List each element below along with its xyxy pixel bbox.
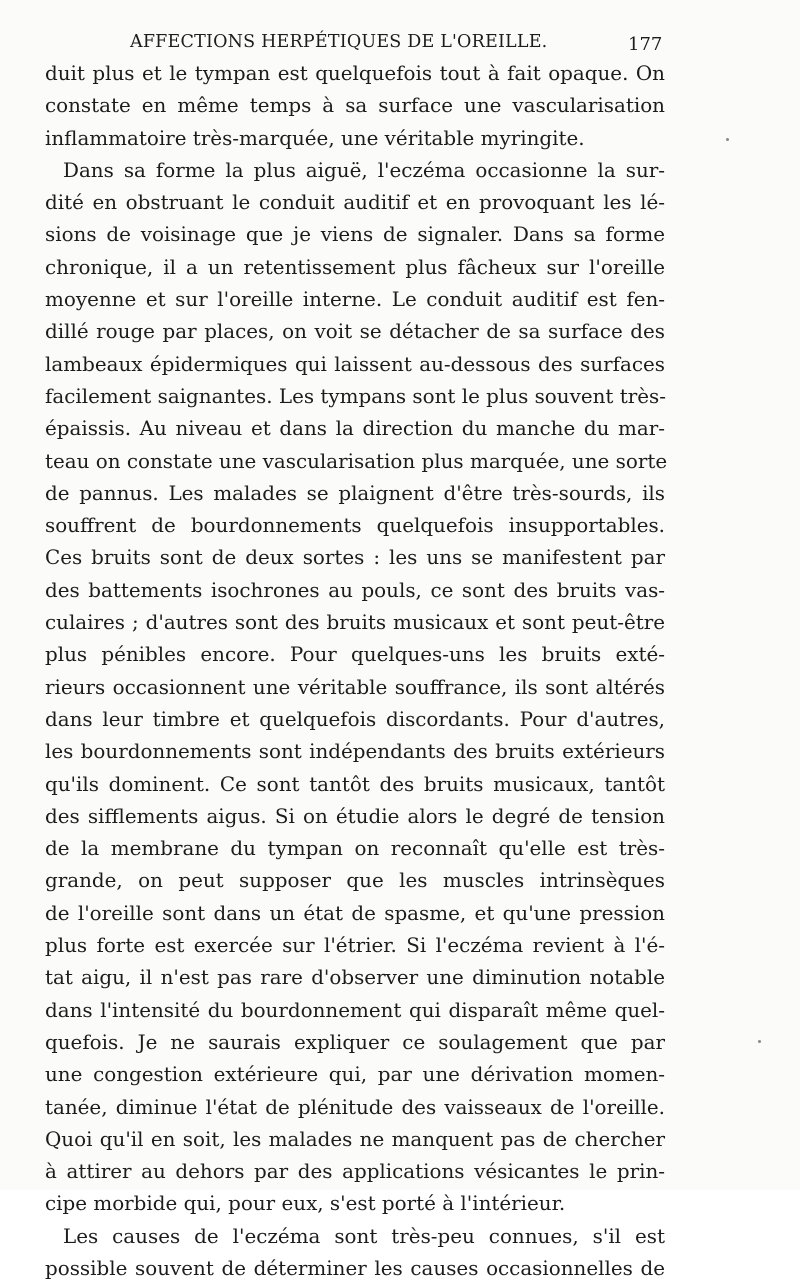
text-line: moyenne et sur l'oreille interne. Le conduit auditif est fen- — [45, 288, 665, 312]
text-line: dans l'intensité du bourdonnement qui disparaît même quel- — [45, 998, 665, 1022]
text-line: de la membrane du tympan on reconnaît qu'elle est très- — [45, 837, 665, 861]
text-line: teau on constate une vascularisation plus marquée, une sorte — [45, 449, 668, 473]
text-line: de l'oreille sont dans un état de spasme, et qu'une pression — [45, 901, 665, 925]
text-line: plus forte est exercée sur l'étrier. Si l'eczéma revient à l'é- — [45, 934, 665, 958]
page-number: 177 — [628, 34, 663, 55]
text-line: cipe morbide qui, pour eux, s'est porté à l'intérieur. — [45, 1192, 566, 1216]
text-line: quefois. Je ne saurais expliquer ce soulagement que par — [45, 1030, 665, 1054]
text-line: grande, on peut supposer que les muscles intrinsèques — [45, 869, 665, 893]
text-line: une congestion extérieure qui, par une dérivation momen- — [45, 1063, 665, 1087]
text-line: possible souvent de déterminer les causes occasionnelles de — [45, 1256, 665, 1280]
text-line: dité en obstruant le conduit auditif et en provoquant les lé- — [45, 191, 665, 215]
text-line: dillé rouge par places, on voit se détacher de sa surface des — [45, 320, 665, 344]
running-title: AFFECTIONS HERPÉTIQUES DE L'OREILLE. — [130, 32, 548, 52]
text-line: lambeaux épidermiques qui laissent au-dessous des surfaces — [45, 352, 665, 376]
text-line: rieurs occasionnent une véritable souffrance, ils sont altérés — [45, 675, 665, 699]
text-line: Ces bruits sont de deux sortes : les uns se manifestent par — [45, 546, 665, 570]
text-line: tat aigu, il n'est pas rare d'observer une diminution notable — [45, 966, 665, 990]
print-speck — [758, 1040, 761, 1043]
text-line: plus pénibles encore. Pour quelques-uns les bruits exté- — [45, 643, 665, 667]
text-line: à attirer au dehors par des applications vésicantes le prin- — [45, 1160, 665, 1184]
text-line: Quoi qu'il en soit, les malades ne manquent pas de chercher — [45, 1127, 665, 1151]
text-line: culaires ; d'autres sont des bruits musicaux et sont peut-être — [45, 611, 665, 635]
text-line: les bourdonnements sont indépendants des bruits extérieurs — [45, 740, 665, 764]
text-line: chronique, il a un retentissement plus fâcheux sur l'oreille — [45, 255, 665, 279]
text-line: sions de voisinage que je viens de signaler. Dans sa forme — [45, 223, 665, 247]
text-line: souffrent de bourdonnements quelquefois insupportables. — [45, 514, 665, 538]
text-line: qu'ils dominent. Ce sont tantôt des bruits musicaux, tantôt — [45, 772, 665, 796]
text-line: inflammatoire très-marquée, une véritable myringite. — [45, 126, 585, 150]
text-line: des sifflements aigus. Si on étudie alors le degré de tension — [45, 804, 665, 828]
text-line: facilement saignantes. Les tympans sont le plus souvent très- — [45, 384, 666, 408]
running-header — [45, 32, 670, 56]
text-line: constate en même temps à sa surface une vascularisation — [45, 94, 665, 118]
text-line: Les causes de l'eczéma sont très-peu connues, s'il est — [63, 1224, 665, 1248]
text-line: des battements isochrones au pouls, ce sont des bruits vas- — [45, 578, 665, 602]
text-line: de pannus. Les malades se plaignent d'être très-sourds, ils — [45, 481, 665, 505]
text-line: dans leur timbre et quelquefois discordants. Pour d'autres, — [45, 707, 665, 731]
text-line: tanée, diminue l'état de plénitude des vaisseaux de l'oreille. — [45, 1095, 665, 1119]
text-line: Dans sa forme la plus aiguë, l'eczéma occasionne la sur- — [63, 158, 665, 182]
text-line: épaissis. Au niveau et dans la direction du manche du mar- — [45, 417, 665, 441]
text-line: duit plus et le tympan est quelquefois tout à fait opaque. On — [45, 62, 665, 85]
print-speck — [726, 138, 729, 141]
body-text — [45, 58, 668, 1285]
